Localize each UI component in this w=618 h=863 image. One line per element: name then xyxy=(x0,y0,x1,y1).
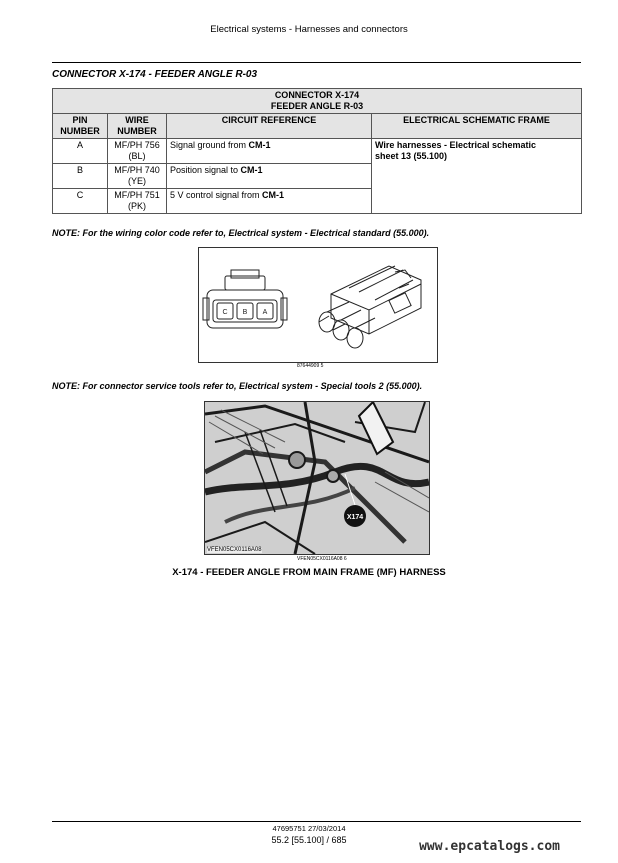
figure2-caption: VFEN05CX0116A08 6 xyxy=(297,556,347,562)
page-header-title: Electrical systems - Harnesses and connectors xyxy=(210,24,408,35)
table-header-row xyxy=(53,114,582,139)
wire-cell xyxy=(108,164,167,189)
wire-number: MF/PH 751 xyxy=(114,190,160,200)
circuit-module: CM-1 xyxy=(262,190,285,200)
figure1-caption: 87644909 5 xyxy=(297,363,324,369)
connector-table xyxy=(52,88,582,214)
section-title: CONNECTOR X-174 - FEEDER ANGLE R-03 xyxy=(52,69,258,80)
wire-header-line2: NUMBER xyxy=(117,126,157,136)
pin-label-a: A xyxy=(262,309,268,316)
circuit-text: Position signal to xyxy=(170,165,241,175)
wire-color: (YE) xyxy=(128,176,146,186)
wire-number: MF/PH 740 xyxy=(114,165,160,175)
footer-doc-id: 47695751 27/03/2014 xyxy=(272,824,346,833)
circuit-text: Signal ground from xyxy=(170,140,249,150)
col-header-circuit: CIRCUIT REFERENCE xyxy=(167,114,372,139)
wire-color: (BL) xyxy=(128,151,146,161)
pin-cell: C xyxy=(53,189,108,214)
pin-label-b: B xyxy=(242,309,248,316)
footer-rule xyxy=(52,821,581,822)
table-title xyxy=(53,89,582,114)
harness-photo xyxy=(204,401,430,555)
circuit-cell xyxy=(167,139,372,164)
col-header-wire xyxy=(108,114,167,139)
table-title-line2: FEEDER ANGLE R-03 xyxy=(270,101,364,111)
table-row xyxy=(53,139,582,164)
wire-color: (PK) xyxy=(128,201,146,211)
harness-photo-drawing xyxy=(205,402,429,554)
col-header-schematic: ELECTRICAL SCHEMATIC FRAME xyxy=(372,114,582,139)
x174-callout: X174 xyxy=(346,514,364,521)
pin-cell: B xyxy=(53,164,108,189)
table-title-line1: CONNECTOR X-174 xyxy=(274,90,360,100)
footer-page-number: 55.2 [55.100] / 685 xyxy=(271,835,347,845)
schematic-frame-line1: Wire harnesses - Electrical schematic xyxy=(375,140,537,150)
col-header-pin xyxy=(53,114,108,139)
header-rule xyxy=(52,62,581,63)
wire-number: MF/PH 756 xyxy=(114,140,160,150)
connector-figure xyxy=(198,247,438,363)
wire-cell xyxy=(108,189,167,214)
circuit-cell xyxy=(167,189,372,214)
circuit-text: 5 V control signal from xyxy=(170,190,263,200)
circuit-module: CM-1 xyxy=(240,165,263,175)
figure2-title: X-174 - FEEDER ANGLE FROM MAIN FRAME (MF) HARNESS xyxy=(172,567,446,578)
schematic-frame-cell xyxy=(372,139,582,214)
wire-cell xyxy=(108,139,167,164)
pin-cell: A xyxy=(53,139,108,164)
figure2-id-label: VFEN05CX0116A08 xyxy=(207,547,262,553)
watermark: www.epcatalogs.com xyxy=(419,839,560,854)
pin-header-line2: NUMBER xyxy=(60,126,100,136)
pin-label-c: C xyxy=(222,309,228,316)
connector-drawing xyxy=(199,248,437,362)
wiring-note: NOTE: For the wiring color code refer to, Electrical system - Electrical standard (55.000). xyxy=(52,228,430,238)
table-title-row xyxy=(53,89,582,114)
circuit-module: CM-1 xyxy=(248,140,271,150)
pin-header-line1: PIN xyxy=(72,115,88,125)
circuit-cell xyxy=(167,164,372,189)
tools-note: NOTE: For connector service tools refer to, Electrical system - Special tools 2 (55.000). xyxy=(52,381,423,391)
wire-header-line1: WIRE xyxy=(125,115,149,125)
schematic-frame-line2: sheet 13 (55.100) xyxy=(375,151,448,161)
